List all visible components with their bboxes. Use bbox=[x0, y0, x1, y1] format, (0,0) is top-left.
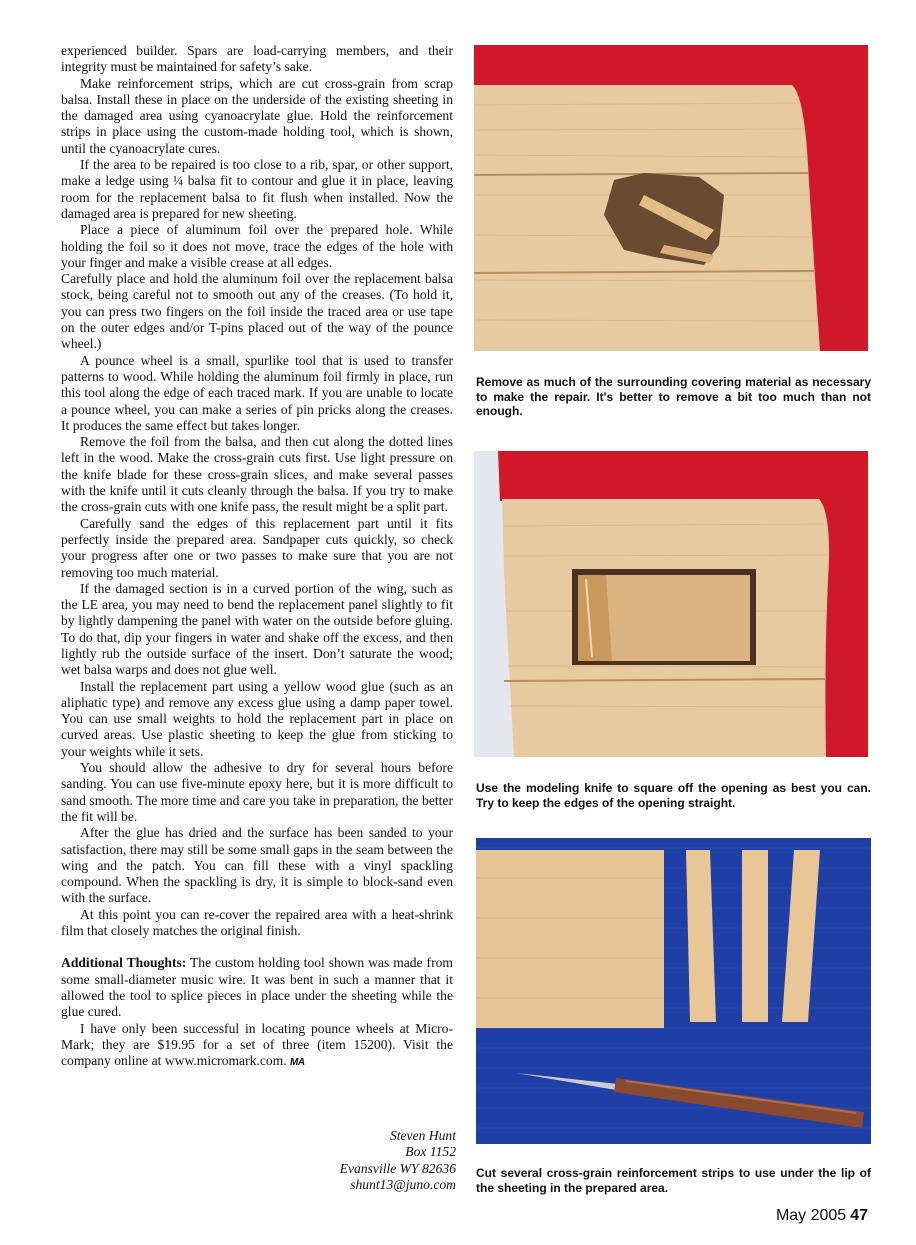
author-name: Steven Hunt bbox=[389, 1128, 456, 1143]
paragraph: Carefully sand the edges of this replacement part until it fits perfectly inside the prepared area. Sandpaper cuts quickly, so check your progress after one or two passes to make sure that you are not removing too much material. bbox=[61, 515, 453, 580]
caption-photo-1: Remove as much of the surrounding covering material as necessary to make the repair. It's better to remove a bit too much than not enough. bbox=[476, 375, 871, 418]
author-signature bbox=[340, 1128, 456, 1193]
author-city: Evansville WY 82636 bbox=[339, 1160, 456, 1176]
photo-damaged-wing bbox=[474, 45, 868, 351]
paragraph: You should allow the adhesive to dry for several hours before sanding. You can use five-minute epoxy here, but it is more difficult to sand smooth. The more time and care you take in preparation, the better the fit will be. bbox=[61, 760, 453, 824]
paragraph bbox=[61, 1021, 453, 1072]
paragraph: Install the replacement part using a yellow wood glue (such as an aliphatic type) and remove any excess glue using a damp paper towel. You can use small weights to hold the replacement part in place on curved areas. Use plastic sheeting to keep the glue from sticking to your weights while it sets. bbox=[61, 678, 453, 759]
paragraph: After the glue has dried and the surface has been sanded to your satisfaction, there may still be some small gaps in the seam between the wing and the patch. You can fill these with a vinyl spackling compound. When the spackling is dry, it is simple to block-sand even with the surface. bbox=[61, 825, 453, 906]
issue-date: May 2005 bbox=[775, 1207, 847, 1224]
additional-heading: Additional Thoughts: bbox=[61, 955, 187, 971]
photo-squared-opening bbox=[474, 451, 868, 757]
paragraph-text: I have only been successful in locating pounce wheels at Micro-Mark; they are $19.95 for a set of three (item 15200). Visit the company online at www.micromark.com. bbox=[61, 1020, 453, 1069]
paragraph: A pounce wheel is a small, spurlike tool that is used to transfer patterns to wood. While holding the aluminum foil firmly in place, run this tool along the edge of each traced mark. If you are unable to locate a pounce wheel, you can make a series of pin pricks along the creases. It produces the same effect but takes longer. bbox=[61, 352, 453, 433]
paragraph: experienced builder. Spars are load-carrying members, and their integrity must be maintained for safety’s sake. bbox=[61, 43, 453, 75]
paragraph: If the area to be repaired is too close to a rib, spar, or other support, make a ledge using ¼ balsa fit to contour and glue it in place, leaving room for the replacement balsa to fit flush when installed. Now the damaged area is prepared for new sheeting. bbox=[61, 157, 453, 221]
article-body bbox=[61, 43, 453, 1071]
paragraph: If the damaged section is in a curved portion of the wing, such as the LE area, you may need to bend the replacement panel slightly to fit by lightly dampening the panel with water on the outside before gluing. To do that, dip your fingers in water and shake off the excess, and then lightly rub the outside surface of the insert. Don’t saturate the wood; wet balsa warps and does not glue well. bbox=[61, 580, 453, 678]
author-box: Box 1152 bbox=[405, 1144, 456, 1160]
photo-reinforcement-strips bbox=[476, 838, 871, 1144]
paragraph: Remove the foil from the balsa, and then cut along the dotted lines left in the wood. Make the cross-grain cuts first. Use light pressure on the knife blade for these cross-grain slices, and make several passes with the knife until it cuts cleanly through the balsa. If you try to make the cross-grain cuts with one knife pass, the result might be a split part. bbox=[61, 434, 453, 515]
paragraph-additional bbox=[61, 955, 453, 1020]
page-number: 47 bbox=[850, 1207, 868, 1224]
paragraph: At this point you can re-cover the repaired area with a heat-shrink film that closely matches the original finish. bbox=[61, 906, 453, 939]
paragraph: Make reinforcement strips, which are cut cross-grain from scrap balsa. Install these in place on the underside of the existing sheeting in the damaged area using cyanoacrylate glue. Hold the reinforcement strips in place using the custom-made holding tool, which is shown, until the cyanoacrylate cures. bbox=[61, 75, 453, 156]
paragraph-text: The custom holding tool shown was made from some small-diameter music wire. It was bent in such a manner that it allowed the tool to splice pieces in place under the sheeting while the glue cured. bbox=[61, 955, 453, 1020]
page-folio bbox=[776, 1207, 868, 1225]
paragraph: Carefully place and hold the aluminum foil over the replacement balsa stock, being careful not to smooth out any of the creases. (To hold it, you can press two fingers on the foil inside the traced area or use tape on the outer edges and/or T-pins placed out of the way of the pounce wheel.) bbox=[61, 271, 453, 352]
end-mark-logo: MA bbox=[290, 1057, 305, 1069]
paragraph: Place a piece of aluminum foil over the prepared hole. While holding the foil so it does not move, trace the edges of the hole with your finger and make a visible crease at all edges. bbox=[61, 222, 453, 270]
author-email: shunt13@juno.com bbox=[350, 1176, 456, 1192]
caption-photo-3: Cut several cross-grain reinforcement strips to use under the lip of the sheeting in the prepared area. bbox=[476, 1166, 871, 1195]
caption-photo-2: Use the modeling knife to square off the opening as best you can. Try to keep the edges of the opening straight. bbox=[476, 781, 871, 810]
